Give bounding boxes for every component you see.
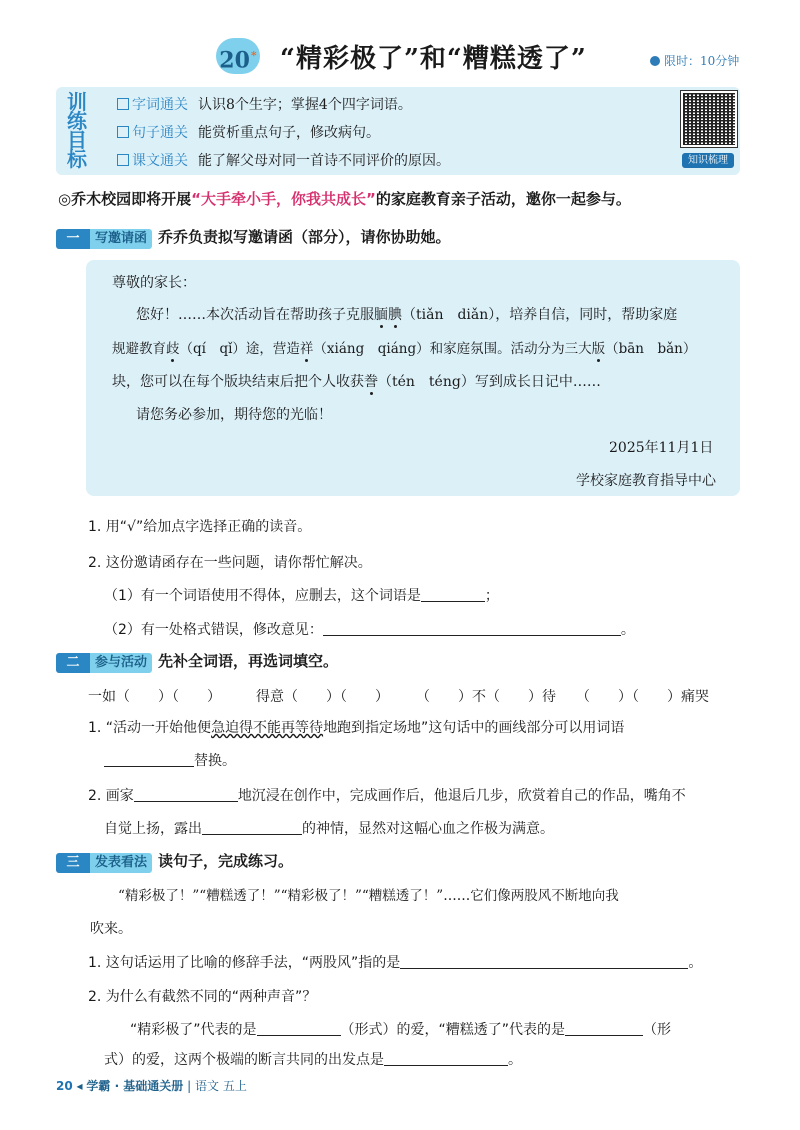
s3-question-2: 2. 为什么有截然不同的“两种声音”？: [88, 989, 317, 1005]
s3-question-2-line-2: 式）的爱，这两个极端的断言共同的出发点是 。: [104, 1052, 522, 1068]
qr-code-icon[interactable]: [681, 91, 737, 147]
s1-question-2: 2. 这份邀请函存在一些问题，请你帮忙解决。: [88, 555, 372, 571]
intro-line: ◎乔木校园即将开展“大手牵小手，你我共成长”的家庭教育亲子活动，邀你一起参与。: [58, 190, 631, 208]
page-title: “精彩极了”和“糟糕透了”: [280, 44, 587, 74]
idiom-2: 得意（ ）（ ）: [256, 689, 389, 705]
s2-question-2: 2. 画家 地沉浸在创作中，完成画作后，他退后几步，欣赏着自己的作品，嘴角不: [88, 788, 686, 804]
section-1-heading: 一 写邀请函 乔乔负责拟写邀请函（部分），请你协助她。: [56, 226, 451, 249]
letter-line-1: 您好！……本次活动旨在帮助孩子克服腼腆（tiǎn diǎn），培养自信，同时，帮助家庭: [136, 307, 678, 323]
s1-question-2-2: （2）有一处格式错误，修改意见： 。: [104, 622, 635, 638]
s3-question-2-line-1: “精彩极了”代表的是 （形式）的爱，“糟糕透了”代表的是 （形: [130, 1022, 672, 1038]
clock-icon: [650, 56, 660, 66]
letter-line-2: 规避教育歧（qí qǐ）途，营造祥（xiáng qiáng）和家庭氛围。活动分为三大版（bān bǎn）: [112, 341, 697, 357]
quote-line-2: 吹来。: [90, 921, 132, 937]
answer-blank[interactable]: [104, 752, 194, 767]
checkbox-icon[interactable]: [117, 154, 129, 166]
answer-blank[interactable]: [400, 954, 688, 969]
answer-blank[interactable]: [565, 1021, 643, 1036]
s2-question-1-cont: 替换。: [104, 750, 236, 770]
s2-question-1: 1. “活动一开始他便急迫得不能再等待地跑到指定场地”这句话中的画线部分可以用词语: [88, 720, 625, 736]
answer-blank[interactable]: [134, 787, 238, 802]
checkbox-icon[interactable]: [117, 98, 129, 110]
s1-question-1: 1. 用“√”给加点字选择正确的读音。: [88, 519, 312, 535]
answer-blank[interactable]: [257, 1021, 341, 1036]
quote-line-1: “精彩极了！”“糟糕透了！”“精彩极了！”“糟糕透了！”……它们像两股风不断地向我: [118, 888, 619, 904]
qr-caption: 知识梳理: [682, 153, 734, 168]
answer-blank[interactable]: [421, 587, 485, 602]
time-limit: 限时：10分钟: [650, 52, 739, 69]
letter-line-4: 请您务必参加，期待您的光临！: [136, 407, 332, 423]
goals-label: 训 练 目 标: [67, 90, 87, 171]
letter-salutation: 尊敬的家长：: [112, 275, 196, 291]
goal-row-text: 课文通关 能了解父母对同一首诗不同评价的原因。: [117, 150, 450, 170]
idiom-3: （ ）不（ ）待: [416, 689, 556, 705]
letter-signature: 学校家庭教育指导中心: [576, 473, 716, 489]
s2-question-2-cont: 自觉上扬，露出 的神情，显然对这幅心血之作极为满意。: [104, 821, 554, 837]
answer-blank[interactable]: [202, 820, 302, 835]
page-footer: 20 ◂ 学霸 · 基础通关册 | 语文 五上: [56, 1079, 247, 1093]
idiom-4: （ ）（ ）痛哭: [576, 689, 709, 705]
letter-date: 2025年11月1日: [609, 440, 714, 456]
lesson-number-badge: 20*: [216, 38, 260, 74]
letter-line-3: 块，您可以在每个版块结束后把个人收获誊（tén téng）写到成长日记中……: [112, 374, 601, 390]
s3-question-1: 1. 这句话运用了比喻的修辞手法，“两股风”指的是 。: [88, 955, 703, 971]
checkbox-icon[interactable]: [117, 126, 129, 138]
idiom-1: 一如（ ）（ ）: [88, 689, 221, 705]
answer-blank[interactable]: [323, 621, 621, 636]
goal-row-sentences: 句子通关 能赏析重点句子，修改病句。: [117, 122, 380, 142]
s1-question-2-1: （1）有一个词语使用不得体，应删去，这个词语是 ；: [104, 588, 499, 604]
answer-blank[interactable]: [384, 1051, 508, 1066]
goal-row-words: 字词通关 认识8个生字；掌握4个四字词语。: [117, 94, 412, 114]
section-2-heading: 二 参与活动 先补全词语，再选词填空。: [56, 650, 338, 673]
section-3-heading: 三 发表看法 读句子，完成练习。: [56, 850, 293, 873]
